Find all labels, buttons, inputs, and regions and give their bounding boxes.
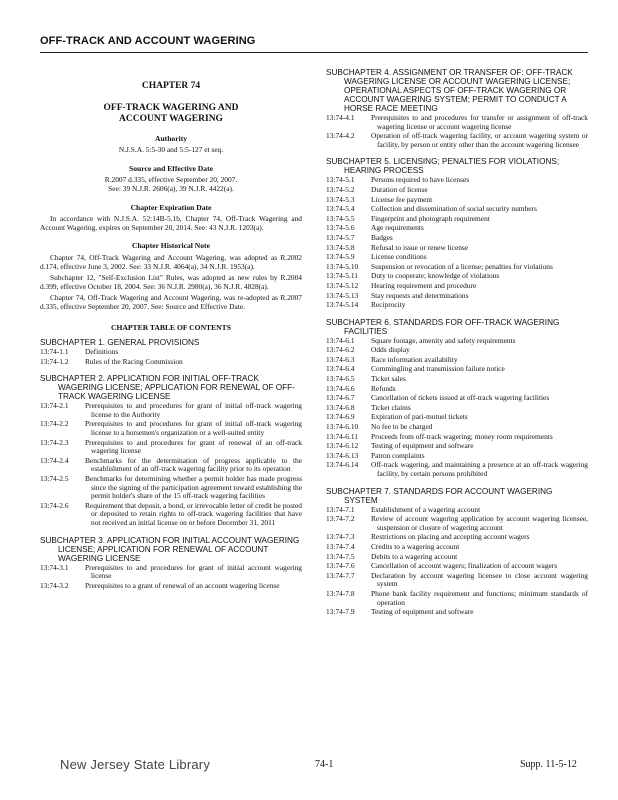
expiration-heading: Chapter Expiration Date [130,202,212,212]
library-logo: New Jersey State Library [60,757,211,772]
section-title: Prerequisites to and procedures for transfer or assignment of off-track wagering license or account wagering license [371,113,588,131]
subchapter-title: SUBCHAPTER 7. STANDARDS FOR ACCOUNT WAGERING SYSTEM [326,486,553,505]
section-title: Persons required to have licenses [371,175,470,185]
section-title: Testing of equipment and software [371,441,474,451]
history-para-3: Chapter 74, Off-Track Wagering and Account Wagering, was re-adopted as R.2007 d.335, effective September 20, 2007. See: Source and Effective Date. [40,293,302,311]
section-number: 13:74-6.7 [326,393,355,403]
toc-right [326,68,588,617]
toc-entry [326,272,588,281]
section-title: Commingling and transmission failure notice [371,364,505,374]
section-number: 13:74-5.9 [326,252,355,262]
toc-entry [326,365,588,374]
toc-entry [326,356,588,365]
section-number: 13:74-1.1 [40,347,69,357]
section-title: License conditions [371,252,427,262]
toc-entry [326,176,588,185]
toc-entry [326,572,588,589]
toc-subchapter [40,374,302,527]
section-title: Benchmarks for the determination of progress applicable to the establishment of an off-track wagering facility prior to its operation [85,455,302,474]
section-title: Review of account wagering application by account wagering licensee, suspension or closure of wagering account [371,514,588,532]
subchapter-title: SUBCHAPTER 6. STANDARDS FOR OFF-TRACK WAGERING FACILITIES [326,317,560,336]
toc-entry [326,301,588,310]
section-number: 13:74-5.10 [326,261,359,271]
section-number: 13:74-5.3 [326,194,355,204]
section-number: 13:74-6.5 [326,374,355,384]
expiration-text: In accordance with N.J.S.A. 52:14B-5.1b, Chapter 74, Off-Track Wagering and Account Wagering, expires on September 20, 2014. See: 43 N.J.R. 1203(a). [40,214,302,232]
section-number: 13:74-6.1 [326,335,355,345]
page-number: 74-1 [315,759,334,770]
section-number: 13:74-6.10 [326,422,359,432]
section-title: Ticket sales [371,374,406,384]
toc-entry [326,234,588,243]
section-number: 13:74-7.4 [326,541,355,551]
section-number: 13:74-2.5 [40,474,69,484]
section-number: 13:74-5.12 [326,280,359,290]
section-number: 13:74-2.6 [40,500,69,510]
history-para-2: Subchapter 12, "Self-Exclusion List" Rules, was adopted as new rules by R.2004 d.399, effective October 18, 2004. See: 36 N.J.R. 2980(a), 36 N.J.R. 4828(a). [40,273,302,291]
header-rule [40,52,588,53]
left-column [40,68,302,590]
section-title: Duration of license [371,184,428,194]
section-title: Refunds [371,383,396,393]
source-heading: Source and Effective Date [128,163,213,173]
section-title: Prerequisites to a grant of renewal of an account wagering license [85,580,280,590]
toc-entry [326,186,588,195]
toc-entry [40,502,302,528]
section-title: No fee to be charged [371,422,433,432]
section-title: Hearing requirement and procedure [371,280,477,290]
section-number: 13:74-6.14 [326,460,359,470]
section-number: 13:74-7.8 [326,588,355,598]
toc-subchapter [326,157,588,309]
section-title: Reciprocity [371,300,406,310]
authority-text: N.J.S.A. 5:5-30 and 5:5-127 et seq. [118,145,224,155]
chapter-label: CHAPTER 74 [141,81,201,91]
chapter-title [40,103,302,125]
toc-entry [326,404,588,413]
section-number: 13:74-7.9 [326,607,355,617]
chapter-title-line2: ACCOUNT WAGERING [119,113,223,124]
history-para-1: Chapter 74, Off-Track Wagering and Account Wagering, was adopted as R.2002 d.174, effective June 3, 2002. See: 33 N.J.R. 4064(a), 34 N.J.R. 1953(a). [40,252,302,271]
section-title: Cancellation of account wagers; finalization of account wagers [371,561,558,571]
toc-entry [326,244,588,253]
section-number: 13:74-2.3 [40,437,69,447]
section-number: 13:74-7.1 [326,504,355,514]
toc-entry [326,413,588,422]
section-number: 13:74-6.12 [326,441,359,451]
toc-subchapter [326,318,588,479]
toc-subchapter [40,536,302,591]
section-number: 13:74-2.1 [40,401,69,411]
source-line2: See: 39 N.J.R. 2606(a), 39 N.J.R. 4422(a). [108,183,234,193]
section-number: 13:74-1.2 [40,356,69,366]
toc-subchapter [326,68,588,149]
section-number: 13:74-6.3 [326,354,355,364]
toc-entry [326,608,588,617]
section-title: Expiration of pari-mutuel tickets [371,412,468,422]
section-title: Ticket claims [371,402,411,412]
toc-entry [326,375,588,384]
section-number: 13:74-6.13 [326,450,359,460]
section-title: Operation of off-track wagering facility, or account wagering system or facility, by person or entity other than the account wagering licensee [371,131,588,149]
section-title: Cancellation of tickets issued at off-track wagering facilities [371,393,550,403]
toc-entry [326,282,588,291]
section-number: 13:74-5.14 [326,300,359,310]
section-title: Collection and dissemination of social security numbers [371,204,537,214]
section-title: Prerequisites to and procedures for grant of initial account wagering license [85,562,302,581]
source-line1: R.2007 d.335, effective September 20, 2007. [104,175,238,185]
section-title: Age requirements [371,223,424,233]
section-title: Prerequisites to and procedures for grant of initial off-track wagering license to a horsemen's organization or a well-suited entity [85,419,302,438]
toc-entry [326,394,588,403]
section-title: Square footage, amenity and safety requirements [371,335,516,345]
section-title: Duty to cooperate; knowledge of violations [371,271,500,281]
toc-entry [40,420,302,437]
section-number: 13:74-6.2 [326,345,355,355]
subchapter-title: SUBCHAPTER 1. GENERAL PROVISIONS [40,338,200,348]
toc-entry [326,346,588,355]
section-title: Debits to a wagering account [371,551,458,561]
toc-entry [326,562,588,571]
section-number: 13:74-7.5 [326,551,355,561]
toc-subchapter [326,487,588,617]
toc-entry [40,439,302,456]
section-title: Rules of the Racing Commission [85,356,183,366]
toc-entry [326,506,588,515]
section-number: 13:74-3.2 [40,580,69,590]
toc-entry [326,423,588,432]
section-title: Phone bank facility requirement and functions; minimum standards of operation [371,588,588,607]
toc-entry [40,348,302,357]
running-head: OFF-TRACK AND ACCOUNT WAGERING [40,35,256,47]
section-title: Prerequisites to and procedures for grant of renewal of an off-track wagering license [85,437,302,456]
section-number: 13:74-5.4 [326,204,355,214]
right-column [326,68,588,617]
section-number: 13:74-4.2 [326,131,355,141]
subchapter-title: SUBCHAPTER 2. APPLICATION FOR INITIAL OFF-TRACK WAGERING LICENSE; APPLICATION FOR RENEWAL OF OFF-TRACK WAGERING LICENSE [40,374,295,402]
section-number: 13:74-2.4 [40,455,69,465]
section-title: Fingerprint and photograph requirement [371,213,490,223]
toc-entry [326,452,588,461]
toc-entry [326,114,588,131]
toc-entry [326,196,588,205]
toc-entry [326,253,588,262]
section-number: 13:74-5.13 [326,290,359,300]
section-number: 13:74-7.3 [326,532,355,542]
section-title: Credits to a wagering account [371,541,460,551]
toc-entry [40,582,302,591]
toc-entry [326,224,588,233]
section-title: Definitions [85,347,119,357]
toc-subchapter [40,338,302,366]
toc-entry [326,533,588,542]
section-number: 13:74-7.6 [326,561,355,571]
supplement-date: Supp. 11-5-12 [520,759,577,770]
toc-entry [326,515,588,532]
toc-entry [326,461,588,478]
chapter-title-line1: OFF-TRACK WAGERING AND [103,102,239,113]
section-number: 13:74-6.6 [326,383,355,393]
toc-entry [326,292,588,301]
section-number: 13:74-2.2 [40,419,69,429]
toc-entry [40,564,302,581]
toc-entry [326,215,588,224]
section-number: 13:74-5.11 [326,271,358,281]
subchapter-title: SUBCHAPTER 3. APPLICATION FOR INITIAL ACCOUNT WAGERING LICENSE; APPLICATION FOR RENEWAL OF ACCOUNT WAGERING LICENSE [40,535,300,563]
section-title: Stay requests and determinations [371,290,469,300]
toc-entry [326,433,588,442]
toc-entry [40,457,302,474]
section-title: Refusal to issue or renew license [371,242,469,252]
section-title: Race information availability [371,354,458,364]
section-title: Benchmarks for determining whether a permit holder has made progress since the signing of the participation agreement toward establishing the permit holder's share of the 15 off-track wagering facilities [85,474,302,501]
toc-left [40,338,302,590]
toc-entry [326,337,588,346]
section-number: 13:74-6.9 [326,412,355,422]
section-title: Suspension or revocation of a license; penalties for violations [371,261,553,271]
section-title: Restrictions on placing and accepting account wagers [371,532,530,542]
section-number: 13:74-5.8 [326,242,355,252]
toc-entry [40,475,302,501]
history-heading: Chapter Historical Note [132,241,210,251]
toc-entry [326,132,588,149]
section-title: Proceeds from off-track wagering; money room requirements [371,431,553,441]
toc-entry [326,590,588,607]
section-number: 13:74-7.2 [326,514,355,524]
section-title: Declaration by account wagering licensee to close account wagering system [371,570,588,589]
toc-entry [326,385,588,394]
toc-entry [326,543,588,552]
authority-heading: Authority [154,133,188,143]
section-number: 13:74-5.1 [326,175,355,185]
toc-entry [326,205,588,214]
toc-heading: CHAPTER TABLE OF CONTENTS [111,322,231,332]
section-number: 13:74-5.6 [326,223,355,233]
section-number: 13:74-6.8 [326,402,355,412]
subchapter-title: SUBCHAPTER 4. ASSIGNMENT OR TRANSFER OF: OFF-TRACK WAGERING LICENSE OR ACCOUNT WAGERING LICENSE; OPERATIONAL ASPECTS OF OFF-TRACK WAGERING OR ACCOUNT WAGERING SYSTEM; PERMIT TO CONDUCT A HORSE RACE MEETING [326,68,573,113]
section-title: Requirement that deposit, a bond, or irrevocable letter of credit be posted or deposited to retain rights to off-track wagering facilities that have not received an initial license on or before December 31, 2011 [85,500,302,527]
section-number: 13:74-4.1 [326,113,355,122]
section-number: 13:74-6.4 [326,364,355,374]
toc-entry [326,442,588,451]
section-number: 13:74-3.1 [40,562,69,572]
section-title: Off-track wagering, and maintaining a presence at an off-track wagering facility, by certain persons prohibited [371,460,588,478]
section-title: Establishment of a wagering account [371,504,481,514]
section-title: Prerequisites to and procedures for grant of initial off-track wagering license to the Authority [85,401,302,419]
toc-entry [326,263,588,272]
section-number: 13:74-7.7 [326,570,355,580]
section-title: Testing of equipment and software [371,607,474,617]
section-number: 13:74-5.7 [326,232,355,242]
section-number: 13:74-6.11 [326,431,358,441]
section-number: 13:74-5.5 [326,213,355,223]
section-number: 13:74-5.2 [326,184,355,194]
section-title: Odds display [371,345,410,355]
toc-entry [40,402,302,419]
section-title: Patron complaints [371,450,425,460]
section-title: Badges [371,232,393,242]
subchapter-title: SUBCHAPTER 5. LICENSING; PENALTIES FOR VIOLATIONS; HEARING PROCESS [326,157,560,176]
toc-entry [40,358,302,367]
section-title: License fee payment [371,194,433,204]
toc-entry [326,553,588,562]
